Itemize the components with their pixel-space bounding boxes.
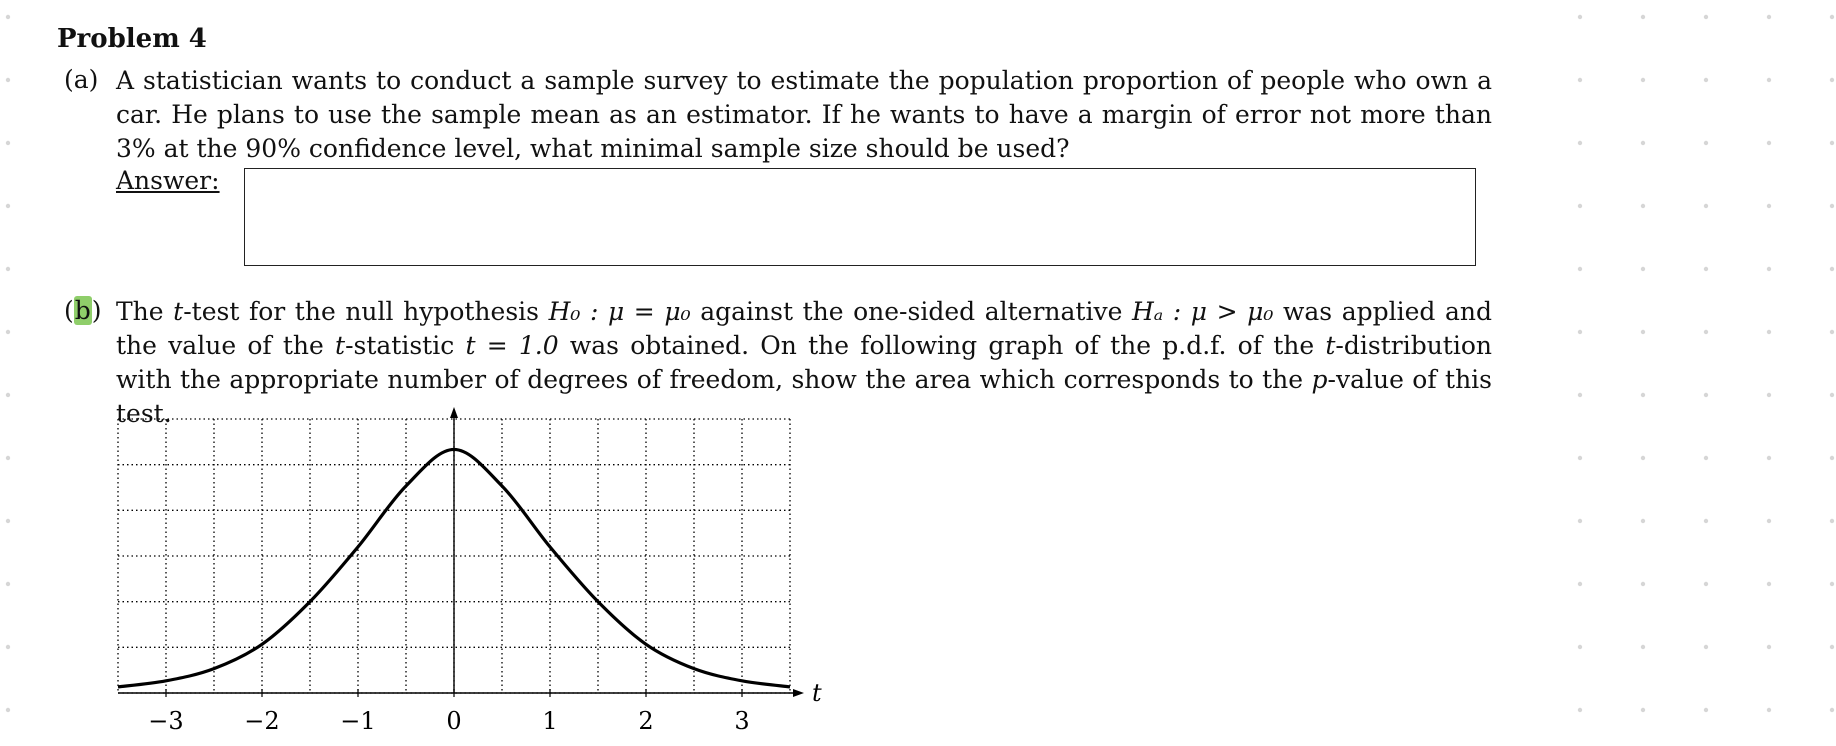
x-tick-label: 0 [446, 707, 462, 735]
background-dot [1578, 519, 1582, 523]
background-dot [6, 267, 10, 271]
answer-box[interactable] [244, 168, 1476, 266]
background-dot [1704, 708, 1708, 712]
background-dot [1704, 267, 1708, 271]
background-dot [6, 78, 10, 82]
background-dot [1704, 15, 1708, 19]
part-b-label-open: ( [64, 296, 74, 325]
background-dot [1830, 645, 1834, 649]
background-dot [1830, 78, 1834, 82]
background-dot [1767, 708, 1771, 712]
background-dot [1641, 708, 1645, 712]
background-dot [1641, 204, 1645, 208]
background-dot [1641, 393, 1645, 397]
background-dot [1830, 330, 1834, 334]
part-b-letter-highlight: b [74, 296, 91, 325]
background-dot [1578, 267, 1582, 271]
b2-text-2: -statistic [345, 331, 466, 360]
background-dot [1767, 645, 1771, 649]
b2-math-1: t [335, 331, 346, 360]
background-dot [1578, 204, 1582, 208]
b3-math-1: p [1311, 365, 1328, 394]
background-dot [6, 519, 10, 523]
background-dot [1767, 456, 1771, 460]
background-dot [6, 330, 10, 334]
part-b-label-close: ) [91, 296, 102, 325]
b1-math-1: t [173, 297, 184, 326]
b2-math-3: t [1325, 331, 1336, 360]
b2-math-2: t = 1.0 [465, 331, 559, 360]
background-dot [1830, 141, 1834, 145]
answer-label: Answer: [116, 166, 220, 195]
background-dot [1830, 456, 1834, 460]
background-dot [1767, 393, 1771, 397]
background-dot [1641, 645, 1645, 649]
x-tick-label: −2 [244, 707, 280, 735]
x-axis-label: t [812, 679, 822, 707]
background-dot [1641, 15, 1645, 19]
part-a-label: (a) [64, 65, 99, 94]
background-dot [1641, 330, 1645, 334]
background-dot [6, 15, 10, 19]
background-dot [1704, 582, 1708, 586]
background-dot [1578, 78, 1582, 82]
x-axis-arrow-icon [793, 689, 804, 697]
part-a-line-3: 90% confidence level, what minimal sample size should be used? [245, 134, 1070, 163]
background-dot [6, 141, 10, 145]
background-dot [1830, 393, 1834, 397]
problem-title: Problem 4 [57, 24, 207, 54]
b1-text-1: The [116, 297, 174, 326]
x-tick-label: −3 [148, 707, 184, 735]
x-tick-label: −1 [340, 707, 376, 735]
t-distribution-graph[interactable] [100, 405, 840, 745]
b2-text-3: was obtained. On the following graph of the p.d.f. of the [558, 331, 1326, 360]
background-dot [1767, 582, 1771, 586]
background-dot [6, 204, 10, 208]
background-dot [1578, 645, 1582, 649]
background-dot [1767, 78, 1771, 82]
b2-text-4: -distribution with the [116, 331, 1492, 394]
background-dot [1704, 519, 1708, 523]
background-dot [1704, 78, 1708, 82]
x-tick-label: 3 [734, 707, 750, 735]
background-dot [6, 393, 10, 397]
y-axis-arrow-icon [450, 407, 458, 418]
background-dot [1767, 141, 1771, 145]
part-a-text [116, 64, 1492, 166]
background-dot [1641, 78, 1645, 82]
background-dot [1830, 267, 1834, 271]
background-dot [1578, 15, 1582, 19]
background-dot [1704, 204, 1708, 208]
background-dot [1578, 393, 1582, 397]
b1-text-3: against the one-sided alternative [690, 297, 1132, 326]
b1-math-3: Hₐ : μ > μ₀ [1131, 297, 1274, 326]
part-b-label [64, 296, 102, 325]
background-dot [1767, 204, 1771, 208]
background-dot [1830, 582, 1834, 586]
background-dot [1641, 456, 1645, 460]
background-dot [6, 708, 10, 712]
background-dot [1704, 393, 1708, 397]
x-tick-label: 2 [638, 707, 654, 735]
background-dot [1578, 582, 1582, 586]
background-dot [1704, 456, 1708, 460]
background-dot [1578, 456, 1582, 460]
background-dot [1767, 267, 1771, 271]
background-dot [1830, 15, 1834, 19]
background-dot [1704, 645, 1708, 649]
background-dot [6, 645, 10, 649]
background-dot [1578, 141, 1582, 145]
background-dot [6, 582, 10, 586]
background-dot [6, 456, 10, 460]
background-dot [1767, 15, 1771, 19]
part-a-line-2: He plans to use the sample mean as an estimator. If he wants to have a margin of error not more than 3% at the [116, 100, 1492, 163]
x-tick-label: 1 [542, 707, 558, 735]
b3-text-2: -value of this test. [116, 365, 1493, 428]
background-dot [1767, 330, 1771, 334]
b1-text-2: -test for the null hypothesis [183, 297, 549, 326]
background-dot [1641, 519, 1645, 523]
background-dot [1830, 204, 1834, 208]
background-dot [1767, 519, 1771, 523]
background-dot [1704, 141, 1708, 145]
background-dot [1641, 141, 1645, 145]
background-dot [1704, 330, 1708, 334]
background-dot [1641, 582, 1645, 586]
background-dot [1830, 708, 1834, 712]
b1-text-4: was applied and the [116, 297, 1492, 360]
background-dot [1830, 519, 1834, 523]
background-dot [1578, 708, 1582, 712]
part-a-line-1: A statistician wants to conduct a sample survey to estimate the population proportion of people who own a car. [116, 66, 1492, 129]
b3-text-1: appropriate number of degrees of freedom, show the area which corresponds to the [229, 365, 1312, 394]
background-dot [1578, 330, 1582, 334]
background-dot [1641, 267, 1645, 271]
b1-math-2: H₀ : μ = μ₀ [548, 297, 691, 326]
b2-text-1: value of the [168, 331, 336, 360]
